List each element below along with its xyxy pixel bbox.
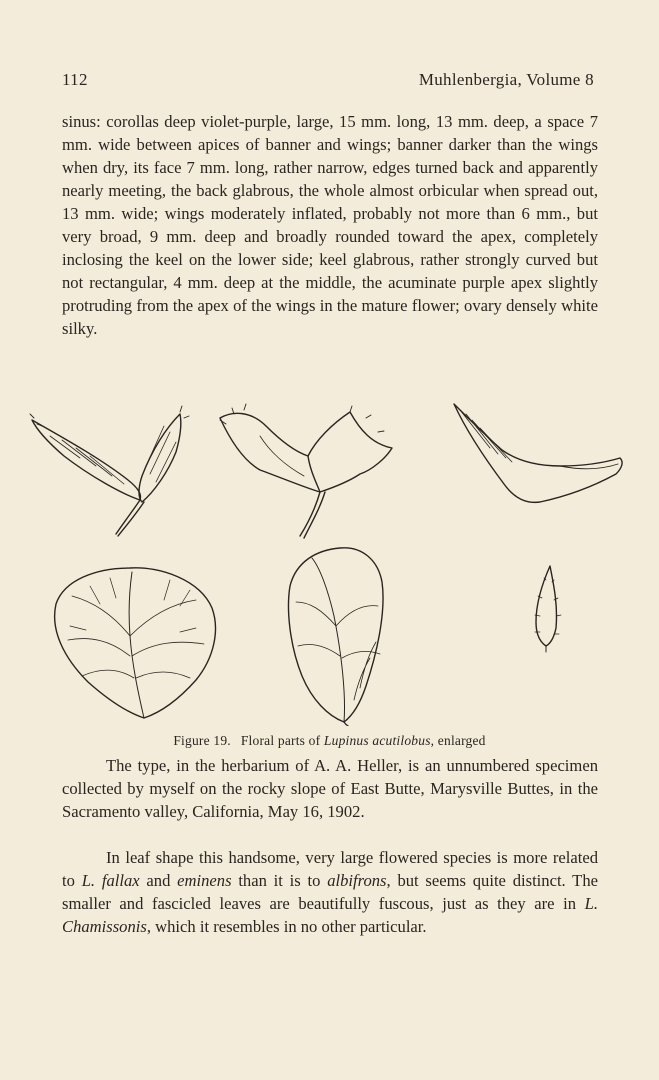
running-head	[62, 70, 594, 92]
figure-floral-parts	[20, 396, 640, 726]
species-name-eminens: eminens	[177, 871, 232, 890]
caption-text-before: Floral parts of	[240, 733, 324, 748]
ovary-drawing	[535, 566, 561, 652]
paragraph-description: sinus: corollas deep violet-purple, large, 15 mm. long, 13 mm. deep, a space 7 mm. wide between apices of banner and wings; banner darker than the wings when dry, its face 7 mm. long, rather narrow, edges turned back and apparently nearly meeting, the back glabrous, the whole almost orbicular when spread out, 13 mm. wide; wings moderately inflated, probably not more than 6 mm., but very broad, 9 mm. deep and broadly rounded toward the apex, completely inclosing the keel on the lower side; keel glabrous, rather strongly curved but not rectangular, 4 mm. deep at the middle, the acuminate purple apex slightly protruding from the apex of the wings in the mature flower; ovary densely white silky.	[62, 112, 598, 338]
journal-title: Muhlenbergia, Volume 8	[418, 70, 594, 89]
banner-drawing	[220, 404, 392, 538]
paragraph-comparison	[62, 846, 598, 938]
species-name-chamissonis: L. Chamissonis	[62, 894, 598, 936]
para3-part3: than it is to	[231, 871, 328, 890]
para3-part1: In leaf shape this handsome, very large flowered species is more related to	[62, 848, 598, 890]
figure-label: Figure 19.	[173, 733, 231, 748]
species-name-albifrons: albifrons	[327, 871, 387, 890]
caption-text-after: , enlarged	[430, 733, 486, 748]
calyx-drawing	[30, 406, 189, 536]
wing2-drawing	[289, 548, 384, 726]
para3-part2: and	[139, 871, 178, 890]
caption-species: Lupinus acutilobus	[323, 733, 431, 748]
species-name-fallax: L. fallax	[81, 871, 140, 890]
keel-drawing	[454, 404, 622, 502]
page-number: 112	[62, 70, 88, 89]
wing-drawing	[55, 568, 216, 718]
para3-part4: , but seems quite distinct. The smaller and fascicled leaves are beautifully fuscous, just as they are in	[62, 871, 598, 913]
paragraph-type-specimen: The type, in the herbarium of A. A. Heller, is an unnumbered specimen collected by myself on the rocky slope of East Butte, Marysville Buttes, in the Sacramento valley, California, May 16, 1902.	[62, 756, 598, 821]
para3-part5: , which it resembles in no other particular.	[146, 917, 427, 936]
figure-caption	[0, 733, 659, 749]
